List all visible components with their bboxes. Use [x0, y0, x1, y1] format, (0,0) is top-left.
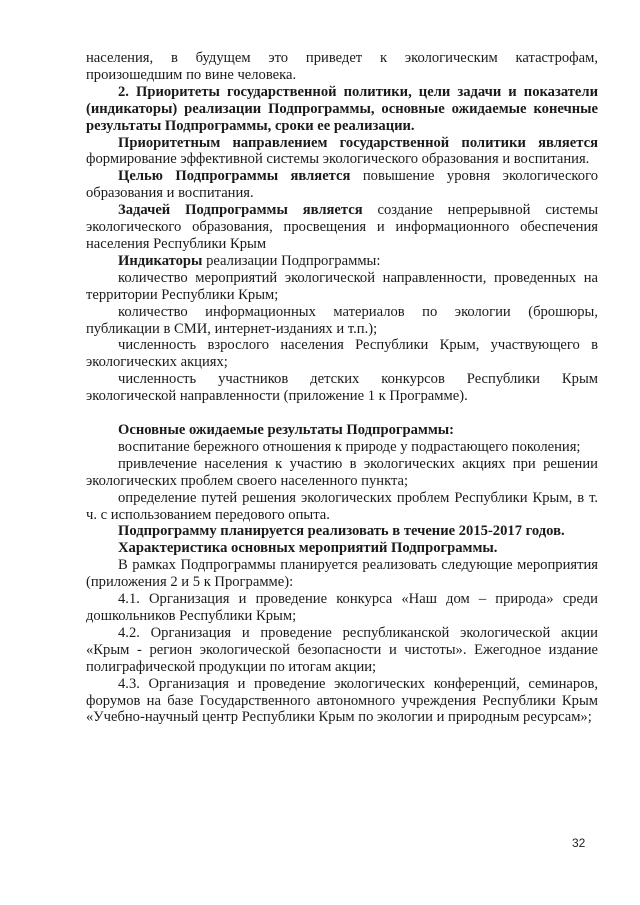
indicator-item: численность взрослого населения Республики Крым, участвующего в экологических акциях; [86, 337, 598, 371]
goal-lead: Целью Подпрограммы является [118, 168, 351, 185]
task-lead: Задачей Подпрограммы является [118, 202, 363, 219]
activities-heading: Характеристика основных мероприятий Подпрограммы. [118, 540, 498, 557]
results-heading: Основные ожидаемые результаты Подпрограммы: [118, 422, 455, 439]
priority-text: формирование эффективной системы экологического образования и воспитания. [86, 151, 590, 168]
activity-item: 4.1. Организация и проведение конкурса «Наш дом – природа» среди дошкольников Республики Крым; [86, 591, 598, 624]
task-paragraph [86, 202, 598, 253]
priority-paragraph [86, 135, 598, 169]
task-text: создание непрерывной системы экологического образования, просвещения и информационного обеспечения населения Республики Крым [86, 202, 598, 252]
document-body [86, 50, 598, 726]
spacer [86, 405, 598, 422]
indicators-lead: Индикаторы [118, 252, 203, 269]
indicators-paragraph [86, 253, 598, 270]
result-item: определение путей решения экологических проблем Республики Крым, в т. ч. с использованием передового опыта. [86, 489, 598, 523]
page-number: 32 [572, 836, 586, 850]
priority-lead: Приоритетным направлением государственной политики является [118, 134, 598, 151]
activity-item: 4.2. Организация и проведение республиканской экологической акции «Крым - регион экологической безопасности и чистоты». Ежегодное издание полиграфической продукции по итогам акции; [86, 624, 598, 675]
indicator-item: количество мероприятий экологической направленности, проведенных на территории Республики Крым; [86, 269, 598, 303]
indicator-item: численность участников детских конкурсов Республики Крым экологической направленности (приложение 1 к Программе). [86, 371, 598, 405]
intro-paragraph: населения, в будущем это приведет к экологическим катастрофам, произошедшим по вине человека. [86, 50, 598, 83]
activities-intro: В рамках Подпрограммы планируется реализовать следующие мероприятия (приложения 2 и 5 к Программе): [86, 557, 598, 591]
activity-item: 4.3. Организация и проведение экологических конференций, семинаров, форумов на базе Государственного автономного учреждения Республики Крым «Учебно-научный центр Республики Крым по экологии и природным ресурсам»; [86, 675, 598, 726]
result-item: воспитание бережного отношения к природе у подрастающего поколения; [118, 438, 581, 455]
period-paragraph: Подпрограмму планируется реализовать в течение 2015-2017 годов. [118, 523, 565, 540]
goal-text: повышение уровня экологического образования и воспитания. [86, 168, 598, 202]
indicators-text: реализации Подпрограммы: [206, 252, 381, 269]
result-item: привлечение населения к участию в экологических акциях при решении экологических проблем своего населенного пункта; [86, 455, 598, 489]
section-heading: 2. Приоритеты государственной политики, цели задачи и показатели (индикаторы) реализации Подпрограммы, основные ожидаемые конечные результаты Подпрограммы, сроки ее реализации. [86, 83, 598, 134]
indicator-item: количество информационных материалов по экологии (брошюры, публикации в СМИ, интернет-изданиях и т.п.); [86, 303, 598, 337]
goal-paragraph [86, 168, 598, 202]
